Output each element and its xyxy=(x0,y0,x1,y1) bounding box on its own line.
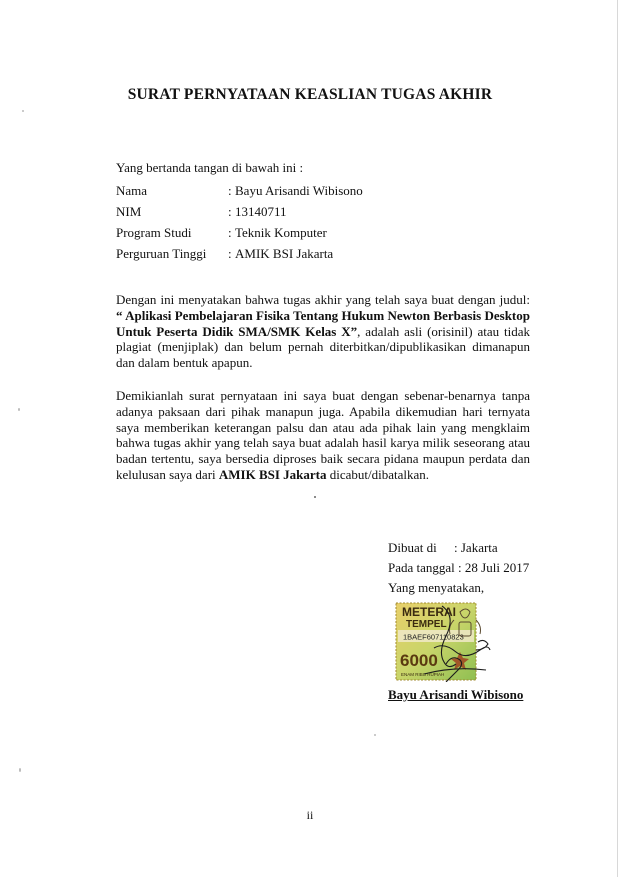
field-label: Perguruan Tinggi xyxy=(116,246,207,261)
scan-speck xyxy=(19,768,21,772)
stamp-serial: 1BAEF607110823 xyxy=(403,632,464,642)
date-row xyxy=(388,560,529,580)
intro-text: Yang bertanda tangan di bawah ini : xyxy=(116,160,304,175)
document-title: SURAT PERNYATAAN KEASLIAN TUGAS AKHIR xyxy=(127,86,493,103)
field-colon: : xyxy=(228,204,232,219)
identity-row-name xyxy=(116,183,363,204)
place-value: : Jakarta xyxy=(454,540,498,555)
field-value: Teknik Komputer xyxy=(235,225,327,240)
stamp-graphic xyxy=(394,602,504,682)
field-colon: : xyxy=(228,225,232,240)
place-label: Dibuat di xyxy=(388,540,437,555)
statement-text: Dengan ini menyatakan bahwa tugas akhir yang telah saya buat dengan judul: xyxy=(116,292,530,307)
stamp-footer: ENAM RIBU RUPIAH xyxy=(401,672,445,677)
field-value: Bayu Arisandi Wibisono xyxy=(235,183,363,198)
field-value: AMIK BSI Jakarta xyxy=(235,246,334,261)
place-row xyxy=(388,540,529,560)
signer-name: Bayu Arisandi Wibisono xyxy=(388,687,524,702)
scan-edge xyxy=(617,0,618,877)
field-colon: : xyxy=(228,183,232,198)
date-value: : 28 Juli 2017 xyxy=(458,560,530,575)
thesis-title: “ Aplikasi Pembelajaran Fisika Tentang Hukum Newton Berbasis Desktop Untuk Peserta Didik SMA/SMK Kelas X” xyxy=(116,307,530,339)
field-label: Program Studi xyxy=(116,225,192,240)
page-number: ii xyxy=(306,808,314,822)
statement-paragraph xyxy=(116,292,530,371)
closing-text: Yang menyatakan, xyxy=(388,580,485,595)
identity-row-program xyxy=(116,225,363,246)
identity-table xyxy=(116,183,363,267)
revenue-stamp xyxy=(394,602,504,682)
field-colon: : xyxy=(228,246,232,261)
stamp-line2: TEMPEL xyxy=(406,619,447,630)
identity-row-university xyxy=(116,246,363,267)
scan-speck xyxy=(374,734,376,736)
stamp-line1: METERAI xyxy=(402,605,456,619)
stamp-value: 6000 xyxy=(400,651,438,670)
scan-speck xyxy=(18,408,20,411)
date-label: Pada tanggal xyxy=(388,560,455,575)
scan-speck xyxy=(314,496,316,498)
statement-text-end: , adalah asli (orisinil) atau tidak plagiat (menjiplak) dan belum pernah diterbitkan/dipublikasikan dimanapun dan dalam bentuk apapun. xyxy=(116,323,530,371)
field-label: NIM xyxy=(116,204,142,219)
signature-block xyxy=(388,540,529,600)
declaration-text: Demikianlah surat pernyataan ini saya buat dengan sebenar-benarnya tanpa adanya paksaan dari pihak manapun juga. Apabila dikemudian hari ternyata saya memberikan keterangan palsu dan atau ada pihak lain yang mengklaim bahwa tugas akhir yang telah saya buat adalah hasil karya milik seseorang atau badan tertentu, saya bersedia diproses baik secara pidana maupun perdata dan kelulusan saya dari xyxy=(116,388,530,482)
field-value: 13140711 xyxy=(235,204,287,219)
institution-name: AMIK BSI Jakarta xyxy=(218,466,327,482)
declaration-text-end: dicabut/dibatalkan. xyxy=(326,466,430,482)
scan-speck xyxy=(22,110,24,112)
field-label: Nama xyxy=(116,183,148,198)
identity-row-nim xyxy=(116,204,363,225)
declaration-paragraph xyxy=(116,388,530,483)
